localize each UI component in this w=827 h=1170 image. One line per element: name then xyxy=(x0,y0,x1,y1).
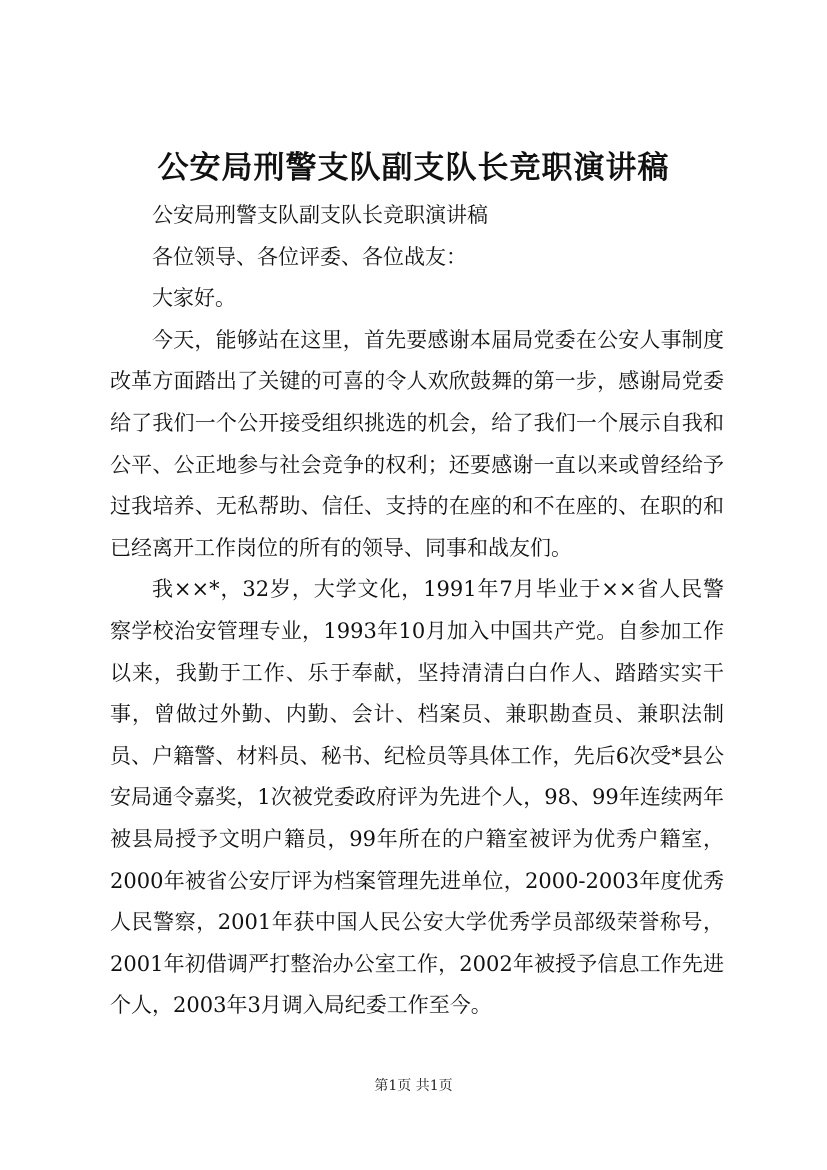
body-paragraph: 各位领导、各位评委、各位战友： xyxy=(152,244,467,269)
document-title: 公安局刑警支队副支队长竞职演讲稿 xyxy=(157,150,670,186)
document-body xyxy=(110,195,724,1027)
body-paragraph: 大家好。 xyxy=(152,286,236,311)
body-paragraph: 今天，能够站在这里，首先要感谢本届局党委在公安人事制度改革方面踏出了关键的可喜的令人欢欣鼓舞的第一步，感谢局党委给了我们一个公开接受组织挑选的机会，给了我们一个展示自我和公平、公正地参与社会竞争的权利；还要感谢一直以来或曾经给予过我培养、无私帮助、信任、支持的在座的和不在座的、在职的和已经离开工作岗位的所有的领导、同事和战友们。 xyxy=(110,327,724,560)
body-paragraph: 公安局刑警支队副支队长竞职演讲稿 xyxy=(152,203,488,227)
body-paragraph: 我××*，32岁，大学文化，1991年7月毕业于××省人民警察学校治安管理专业，1993年10月加入中国共产党。自参加工作以来，我勤于工作、乐于奉献，坚持清清白白作人、踏踏实实干事，曾做过外勤、内勤、会计、档案员、兼职勘查员、兼职法制员、户籍警、材料员、秘书、纪检员等具体工作，先后6次受*县公安局通令嘉奖，1次被党委政府评为先进个人，98、99年连续两年被县局授予文明户籍员，99年所在的户籍室被评为优秀户籍室，2000年被省公安厅评为档案管理先进单位，2000-2003年度优秀人民警察，2001年获中国人民公安大学优秀学员部级荣誉称号，2001年初借调严打整治办公室工作，2002年被授予信息工作先进个人，2003年3月调入局纪委工作至今。 xyxy=(110,577,724,1018)
page-footer: 第1页 共1页 xyxy=(374,1078,453,1094)
